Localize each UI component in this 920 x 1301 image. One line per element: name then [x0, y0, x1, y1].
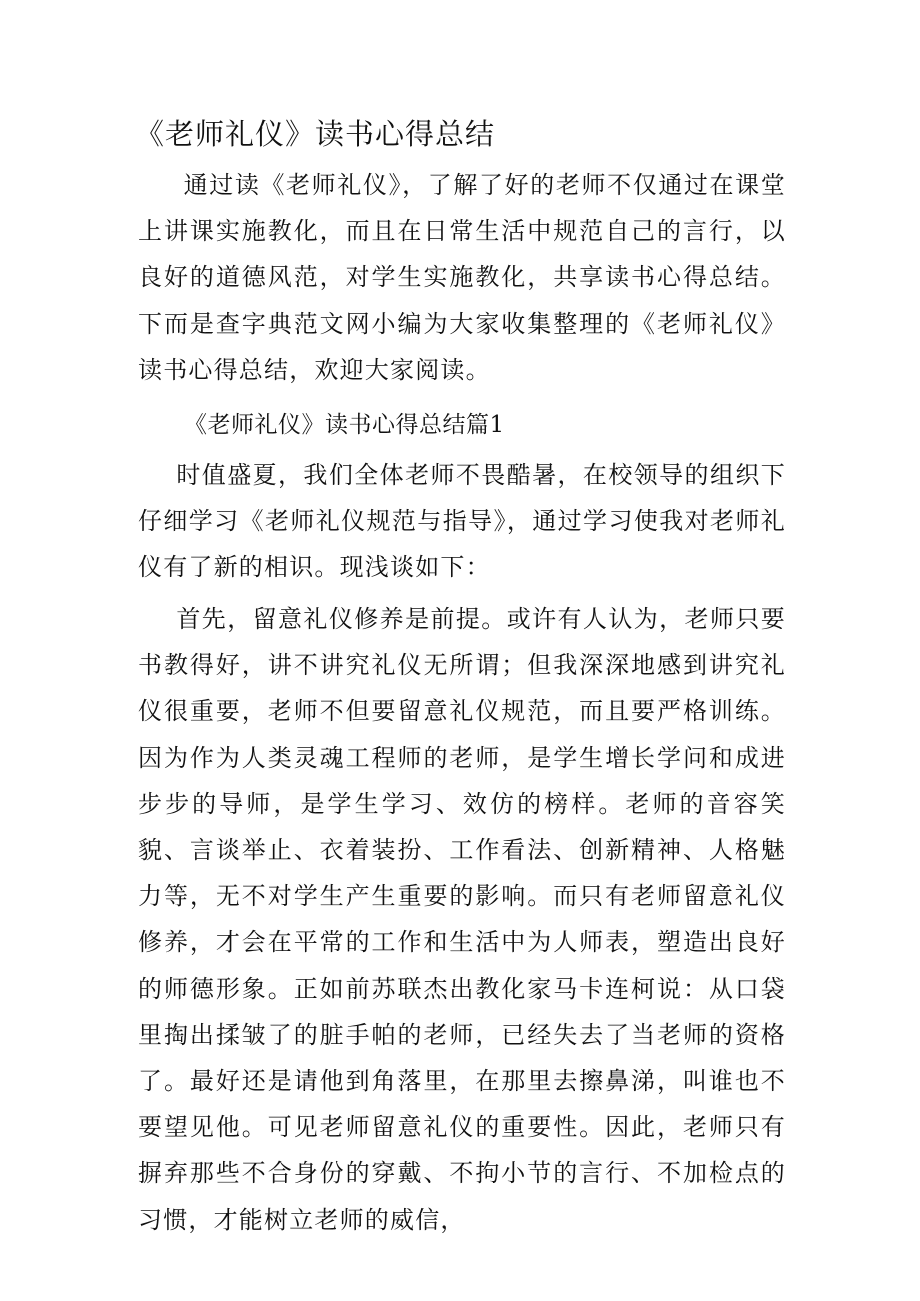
- intro-paragraph: 通过读《老师礼仪》，了解了好的老师不仅通过在课堂上讲课实施教化，而且在日常生活中规范自己的言行，以良好的道德风范，对学生实施教化，共享读书心得总结。下而是查字典范文网小编为大家收集整理的《老师礼仪》读书心得总结，欢迎大家阅读。: [138, 171, 786, 384]
- page-title: 《老师礼仪》读书心得总结: [135, 117, 496, 151]
- section-heading: 《老师礼仪》读书心得总结篇1: [184, 412, 505, 438]
- body-paragraph-1: 时值盛夏，我们全体老师不畏酷暑，在校领导的组织下仔细学习《老师礼仪规范与指导》，通过学习使我对老师礼仪有了新的相识。现浅谈如下：: [138, 461, 786, 582]
- body-paragraph-2: 首先，留意礼仪修养是前提。或许有人认为，老师只要书教得好，讲不讲究礼仪无所谓；但我深深地感到讲究礼仪很重要，老师不但要留意礼仪规范，而且要严格训练。因为作为人类灵魂工程师的老师，是学生增长学问和成进步步的导师，是学生学习、效仿的榜样。老师的音容笑貌、言谈举止、衣着装扮、工作看法、创新精神、人格魅力等，无不对学生产生重要的影响。而只有老师留意礼仪修养，才会在平常的工作和生活中为人师表，塑造出良好的师德形象。正如前苏联杰出教化家马卡连柯说：从口袋里掏出揉皱了的脏手帕的老师，已经失去了当老师的资格了。最好还是请他到角落里，在那里去擦鼻涕，叫谁也不要望见他。可见老师留意礼仪的重要性。因此，老师只有摒弃那些不合身份的穿戴、不拘小节的言行、不加检点的习惯，才能树立老师的威信，: [138, 605, 786, 1234]
